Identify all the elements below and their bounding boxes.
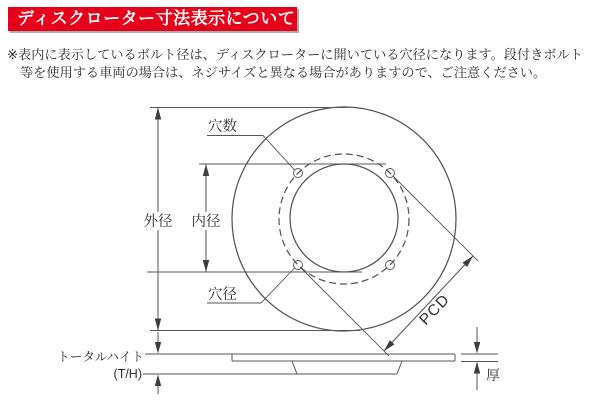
inner-diameter-label: 内径	[191, 214, 221, 230]
hole-count-label: 穴数	[208, 119, 237, 135]
total-height-label: トータルハイト	[57, 350, 144, 364]
outer-circle	[232, 107, 456, 331]
hole-diameter-callout	[207, 268, 295, 304]
thickness-label: 厚	[486, 367, 500, 383]
inner-circle	[290, 164, 398, 272]
note-line-2: 等を使用する車両の場合は、ネジサイズと異なる場合がありますので、ご注意ください。	[20, 65, 547, 80]
inner-diameter-dimension	[192, 164, 221, 272]
pcd-dashed-circle	[279, 154, 409, 284]
bolt-holes	[294, 169, 395, 270]
outer-diameter-label: 外径	[143, 214, 173, 230]
total-height-abbr-label: (T/H)	[113, 367, 142, 381]
pcd-label: PCD	[416, 291, 454, 329]
hole-diameter-label: 穴径	[208, 287, 237, 303]
rotor-top-view	[232, 107, 456, 331]
section-title: ディスクローター寸法表示について	[17, 9, 296, 28]
outer-diameter-dimension	[144, 108, 173, 331]
rotor-side-view	[143, 354, 498, 374]
total-height-dimension	[57, 332, 161, 394]
pcd-dimension	[301, 176, 478, 356]
thickness-dimension	[474, 327, 500, 390]
note-line-1: ※表内に表示しているボルト径は、ディスクローターに開いている穴径になります。段付きボルト	[7, 47, 583, 62]
